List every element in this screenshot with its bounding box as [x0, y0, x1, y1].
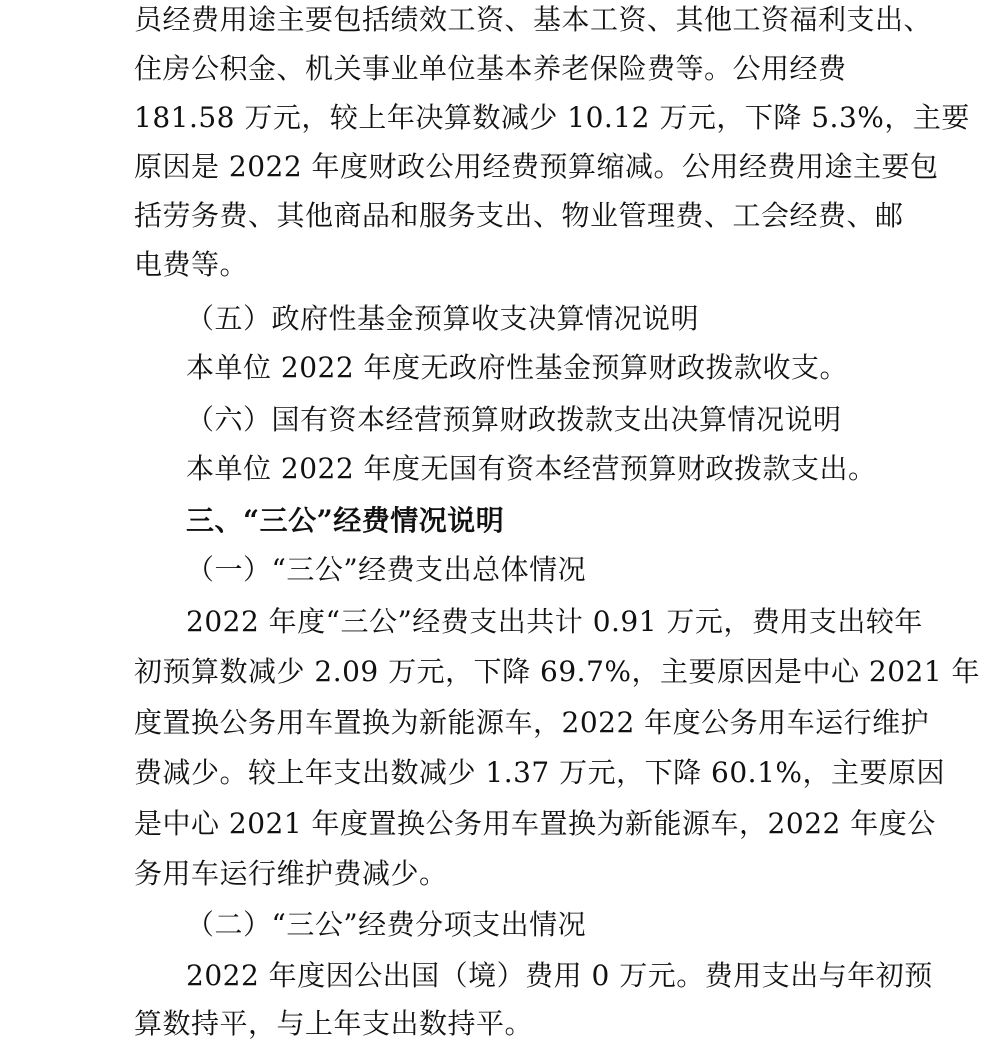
- body-text-line: 住房公积金、机关事业单位基本养老保险费等。公用经费: [134, 52, 847, 85]
- subsection-heading: （一）“三公”经费支出总体情况: [186, 553, 587, 586]
- body-text-line: 181.58 万元，较上年决算数减少 10.12 万元，下降 5.3%，主要: [134, 101, 970, 134]
- body-text-line: 电费等。: [134, 248, 249, 281]
- section-heading: 三、“三公”经费情况说明: [186, 504, 505, 537]
- body-text-line: 2022 年度因公出国（境）费用 0 万元。费用支出与年初预: [186, 959, 933, 992]
- body-text-line: 费减少。较上年支出数减少 1.37 万元，下降 60.1%，主要原因: [134, 756, 945, 789]
- body-text-line: 算数持平，与上年支出数持平。: [134, 1007, 534, 1040]
- body-text-line: 原因是 2022 年度财政公用经费预算缩减。公用经费用途主要包: [134, 150, 939, 183]
- subsection-heading: （六）国有资本经营预算财政拨款支出决算情况说明: [186, 403, 842, 436]
- body-text-line: 度置换公务用车置换为新能源车，2022 年度公务用车运行维护: [134, 706, 930, 739]
- body-text-line: 初预算数减少 2.09 万元，下降 69.7%，主要原因是中心 2021 年: [134, 655, 981, 688]
- body-text-line: 本单位 2022 年度无国有资本经营预算财政拨款支出。: [186, 452, 877, 485]
- body-text-line: 员经费用途主要包括绩效工资、基本工资、其他工资福利支出、: [134, 3, 933, 36]
- subsection-heading: （五）政府性基金预算收支决算情况说明: [186, 302, 700, 335]
- body-text-line: 本单位 2022 年度无政府性基金预算财政拨款收支。: [186, 351, 849, 384]
- body-text-line: 务用车运行维护费减少。: [134, 857, 448, 890]
- body-text-line: 2022 年度“三公”经费支出共计 0.91 万元，费用支出较年: [186, 605, 923, 638]
- body-text-line: 括劳务费、其他商品和服务支出、物业管理费、工会经费、邮: [134, 199, 904, 232]
- body-text-line: 是中心 2021 年度置换公务用车置换为新能源车，2022 年度公: [134, 807, 936, 840]
- subsection-heading: （二）“三公”经费分项支出情况: [186, 908, 587, 941]
